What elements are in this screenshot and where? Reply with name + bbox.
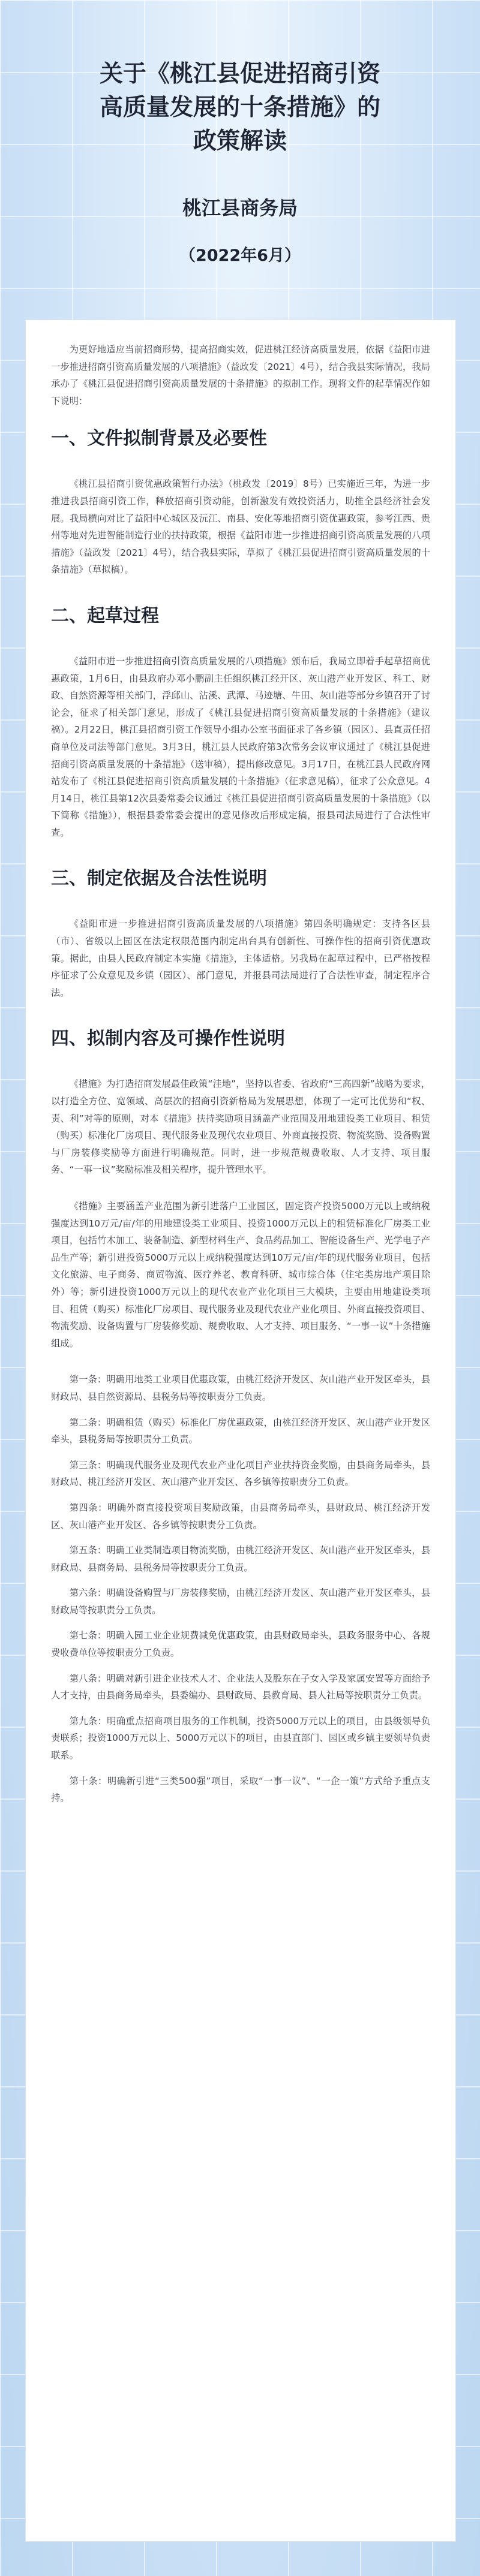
section-heading-content: 四、拟制内容及可操作性说明 (51, 1028, 285, 1050)
title-line: 政策解读 (193, 128, 287, 155)
article-item: 第八条：明确对新引进企业技术人才、企业法人及股东在子女入学及家属安置等方面给予人才支持，由县商务局牵头，县委编办、县财政局、县教育局、县人社局等按职责分工负责。 (51, 1673, 430, 1701)
page-title (36, 58, 444, 158)
article-item: 第三条：明确现代服务业及现代农业产业化项目产业扶持资金奖励，由县商务局牵头，县财政局、桃江经济开发区、灰山港产业开发区、各乡镇等按职责分工负责。 (51, 1459, 430, 1488)
document-card (25, 320, 456, 2542)
article-list (51, 1371, 430, 1806)
article-item: 第六条：明确设备购置与厂房装修奖励，由桃江经济开发区、灰山港产业开发区牵头，县财政局等按职责分工负责。 (51, 1587, 430, 1616)
department-name: 桃江县商务局 (182, 197, 298, 219)
intro-paragraph: 为更好地适应当前招商形势，提高招商实效，促进桃江经济高质量发展，依据《益阳市进一步推进招商引资高质量发展的八项措施》（益政发〔2021〕4号），结合我县实际情况，我局承办了《桃江县促进招商引资高质量发展的十条措施》的拟制工作。现将文件的起草情况作如下说明： (51, 344, 430, 406)
header (0, 0, 480, 282)
section-heading-background: 一、文件拟制背景及必要性 (51, 428, 267, 450)
section-paragraph: 《益阳市进一步推进招商引资高质量发展的八项措施》颁布后，我局立即着手起草招商优惠政策，1月6日，由县政府办邓小鹏副主任组织桃江经开区、灰山港产业开发区、科工、财政、自然资源等相关部门，浮邱山、沾溪、武潭、马迹塘、牛田、灰山港等部分乡镇召开了讨论会，征求了相关部门意见，形成了《桃江县促进招商引资高质量发展的十条措施》（建议稿）。2月22日，桃江县招商引资工作领导小组办公室书面征求了各乡镇（园区）、县直责任招商单位及司法等部门意见。3月3日，桃江县人民政府第3次常务会议审议通过了《桃江县促进招商引资高质量发展的十条措施》（送审稿），提出修改意见。3月17日，在桃江县人民政府网站发布了《桃江县促进招商引资高质量发展的十条措施》（征求意见稿），征求了公众意见。4月14日，桃江县第12次县委常委会议通过《桃江县促进招商引资高质量发展的十条措施》（以下简称《措施》），根据县委常委会提出的意见修改后形成定稿，报县司法局进行了合法性审查。 (51, 655, 430, 838)
title-line: 高质量发展的十条措施》的 (99, 94, 380, 121)
article-item: 第十条：明确新引进“三类500强”项目，采取“一事一议”、“一企一策”方式给予重点支持。 (51, 1775, 430, 1804)
section-paragraph: 《措施》为打造招商发展最佳政策“洼地”，坚持以省委、省政府“三高四新”战略为要求，以打造全方位、宽领域、高层次的招商引资新格局为发展思想，体现了一定可比优势和“权、责、利”对等的原则，对本《措施》扶持奖励项目涵盖产业范围及用地建设类工业项目、租赁（购买）标准化厂房项目、现代服务业及现代农业项目、外商直接投资、物流奖励、设备购置与厂房装修奖励等方面进行明确规范。同时，进一步规范规费收取、人才支持、项目服务、“一事一议”奖励标准及相关程序，提升管理水平。 (51, 1078, 430, 1176)
article-item: 第四条：明确外商直接投资项目奖励政策，由县商务局牵头，县财政局、桃江经济开发区、灰山港产业开发区、各乡镇等按职责分工负责。 (51, 1502, 430, 1530)
section-paragraph: 《益阳市进一步推进招商引资高质量发展的八项措施》第四条明确规定：支持各区县（市）、省级以上园区在法定权限范围内制定出台具有创新性、可操作性的招商引资优惠政策。据此，由县人民政府制定本实施《措施》，主体适格。另我局在起草过程中，已严格按程序征求了公众意见及乡镇（园区）、部门意见，并报县司法局进行了合法性审查，制定程序合法。 (51, 918, 430, 998)
paragraph-gap (51, 1352, 430, 1371)
publish-date: （2022年6月） (179, 246, 301, 265)
section-paragraph: 《桃江县招商引资优惠政策暂行办法》（桃政发〔2019〕8号）已实施近三年，为进一步推进我县招商引资工作，释放招商引资动能，创新激发有效投资活力，助推全县经济社会发展。我局横向对比了益阳中心城区及沅江、南县、安化等地招商引资优惠政策，参考江西、贵州等地对先进智能制造行业的扶持政策，根据《益阳市进一步推进招商引资高质量发展的八项措施》（益政发〔2021〕4号），结合我县实际，草拟了《桃江县促进招商引资高质量发展的十条措施》（草拟稿）。 (51, 478, 430, 576)
article-item: 第一条：明确用地类工业项目优惠政策，由桃江经济开发区、灰山港产业开发区牵头，县财政局、县自然资源局、县税务局等按职责分工负责。 (51, 1374, 430, 1402)
section-heading-process: 二、起草过程 (51, 605, 159, 626)
section-paragraph: 《措施》主要涵盖产业范围为新引进落户工业园区，固定资产投资5000万元以上或纳税强度达到10万元/亩/年的用地建设类工业项目、投资1000万元以上的租赁标准化厂房类工业项目，包括竹木加工、装备制造、新型材料生产、食品药品加工、智能设备生产、光学电子产品生产等；新引进投资5000万元以上或纳税强度达到10万元/亩/年的现代服务业项目，包括文化旅游、电子商务、商贸物流、医疗养老、教育科研、城市综合体（住宅类房地产项目除外）等；新引进投资1000万元以上的现代农业产业化项目三大模块，主要由用地建设类项目、租赁（购买）标准化厂房项目、现代服务业及现代农业产业化项目、外商直接投资项目、物流奖励、设备购置与厂房装修奖励、规费收取、人才支持、项目服务、“一事一议”十条措施组成。 (51, 1201, 430, 1349)
article-item: 第七条：明确入园工业企业规费减免优惠政策，由县财政局牵头，县政务服务中心、各规费收费单位等按职责分工负责。 (51, 1630, 430, 1659)
section-heading-legal-basis: 三、制定依据及合法性说明 (51, 868, 267, 890)
document-body (51, 341, 430, 2523)
paragraph-gap (51, 1179, 430, 1198)
article-item: 第九条：明确重点招商项目服务的工作机制，投资5000万元以上的项目，由县级领导负责联系；投资1000万元以上、5000万元以下的项目，由县直部门、园区或乡镇主要领导负责联系。 (51, 1715, 430, 1761)
article-item: 第二条：明确租赁（购买）标准化厂房优惠政策，由桃江经济开发区、灰山港产业开发区牵头，县税务局等按职责分工负责。 (51, 1417, 430, 1445)
article-item: 第五条：明确工业类制造项目物流奖励，由桃江经济开发区、灰山港产业开发区牵头，县财政局、县商务局、县税务局等按职责分工负责。 (51, 1545, 430, 1573)
title-line: 关于《桃江县促进招商引资 (99, 61, 380, 88)
